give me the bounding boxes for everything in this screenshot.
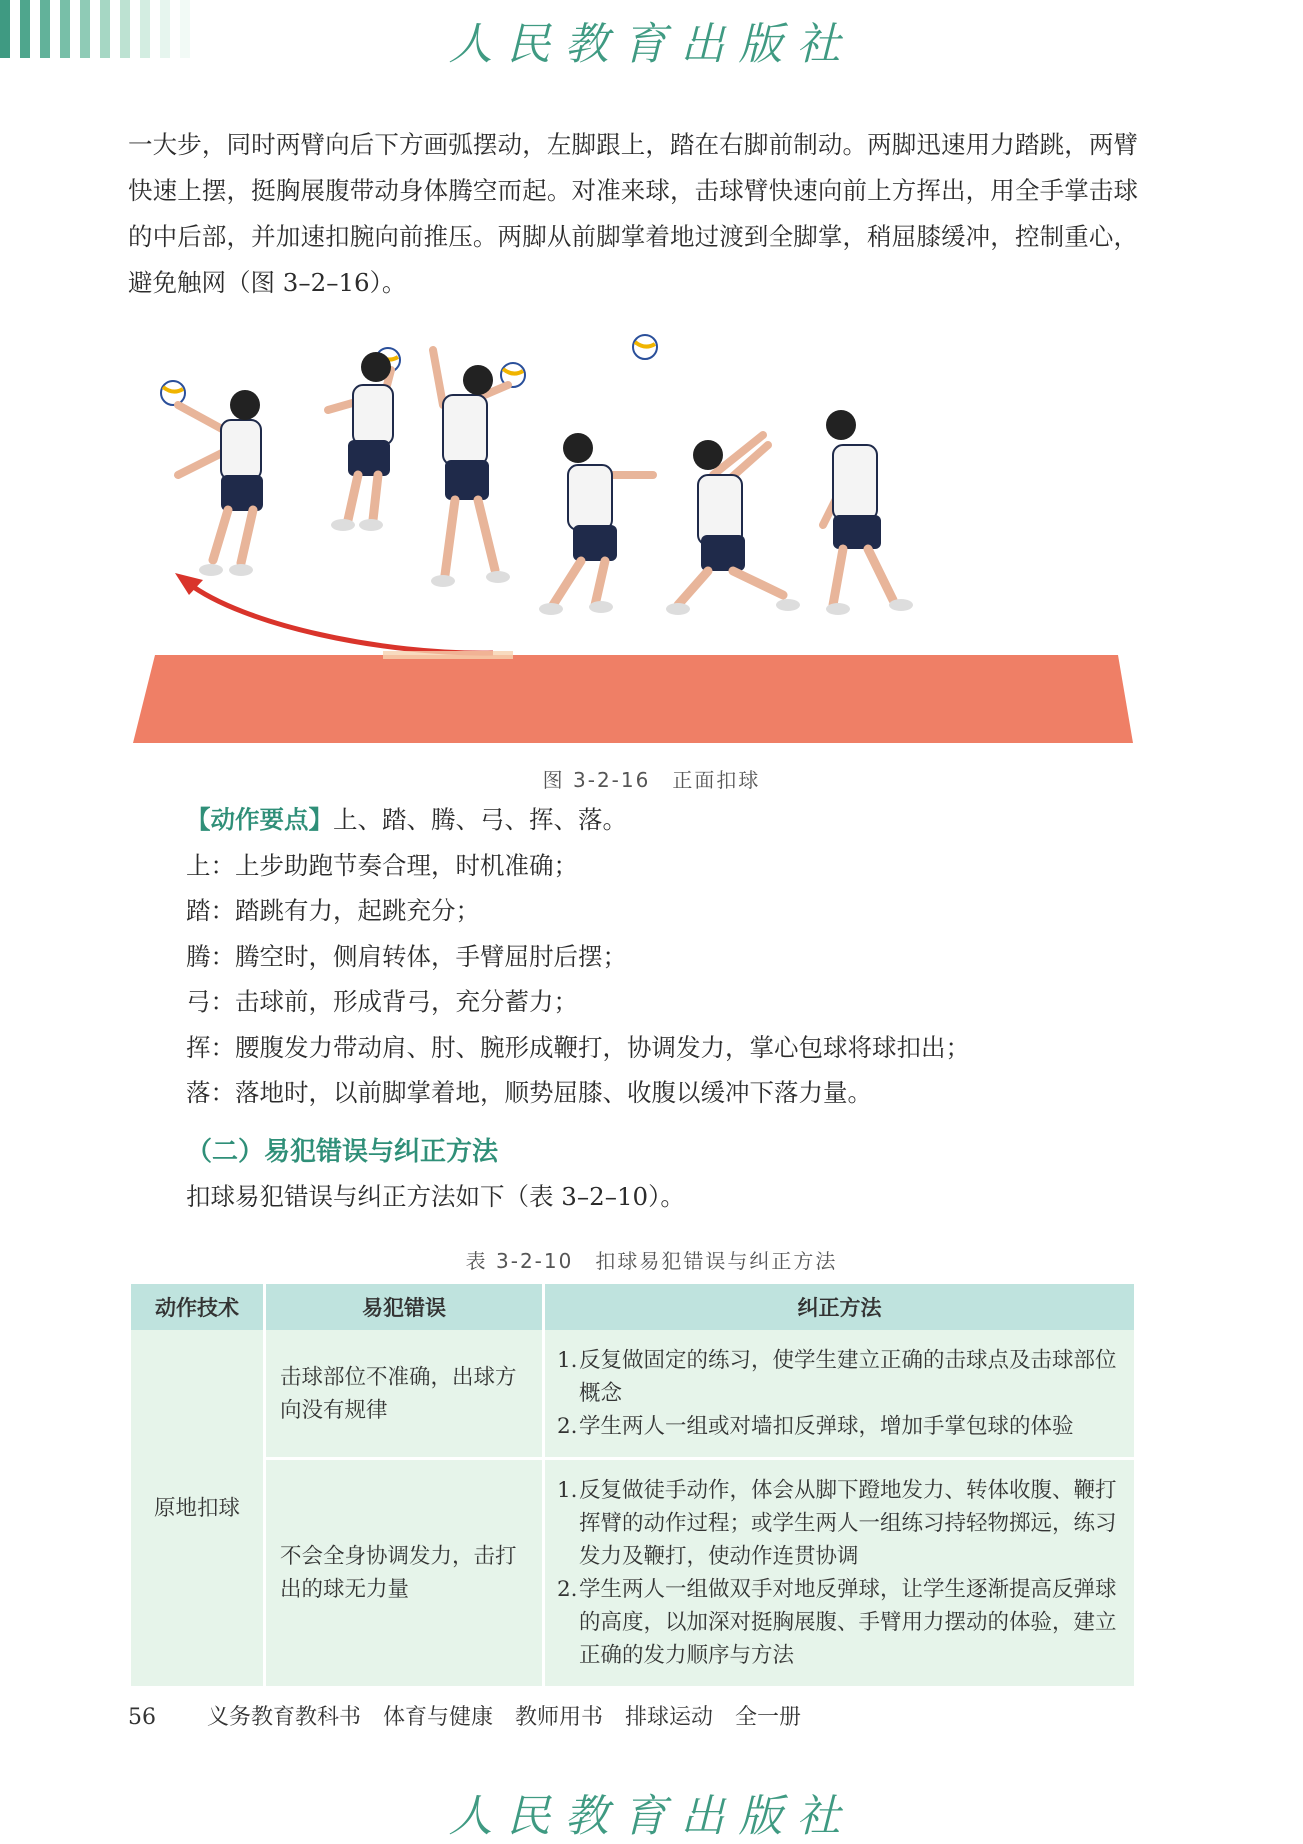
technique-cell: 原地扣球 bbox=[131, 1330, 265, 1686]
key-point-label: 落： bbox=[186, 1078, 235, 1107]
key-points-bracket-open: 【 bbox=[186, 805, 211, 834]
section-intro: 扣球易犯错误与纠正方法如下（表 3–2–10）。 bbox=[186, 1182, 685, 1211]
intro-paragraph: 一大步，同时两臂向后下方画弧摆动，左脚跟上，踏在右脚前制动。两脚迅速用力踏跳，两臂快速上摆，挺胸展腹带动身体腾空而起。对准来球，击球臂快速向前上方挥出，用全手掌击球的中后部，并加速扣腕向前推压。两脚从前脚掌着地过渡到全脚掌，稍屈膝缓冲，控制重心，避免触网（图 3–2–16）。 bbox=[128, 130, 1138, 297]
table-row bbox=[131, 1330, 1134, 1459]
key-point-label: 弓： bbox=[186, 987, 235, 1016]
key-point-label: 腾： bbox=[186, 941, 235, 971]
page-number: 56 bbox=[128, 1705, 156, 1730]
key-point-text: 击球前，形成背弓，充分蓄力； bbox=[235, 987, 578, 1016]
table-header-error: 易犯错误 bbox=[265, 1284, 544, 1330]
player-airborne bbox=[328, 352, 393, 531]
key-point-item bbox=[186, 979, 970, 1025]
table-header-row bbox=[131, 1284, 1134, 1330]
player-spiking bbox=[431, 350, 510, 587]
table-row bbox=[131, 1459, 1134, 1687]
error-cell: 击球部位不准确，出球方向没有规律 bbox=[265, 1330, 544, 1459]
key-points-bracket-close: 】 bbox=[308, 805, 333, 834]
fix-text: 反复做固定的练习，使学生建立正确的击球点及击球部位概念 bbox=[579, 1348, 1117, 1406]
player-takeoff bbox=[539, 433, 653, 615]
table-caption: 表 3-2-10 扣球易犯错误与纠正方法 bbox=[465, 1249, 838, 1273]
fix-cell bbox=[544, 1459, 1135, 1687]
fix-number: 1. bbox=[557, 1348, 578, 1373]
court-surface bbox=[133, 655, 1133, 743]
key-point-item bbox=[186, 934, 970, 980]
page-footer bbox=[128, 1700, 801, 1731]
key-points-title: 动作要点 bbox=[210, 805, 309, 834]
error-cell: 不会全身协调发力，击打出的球无力量 bbox=[265, 1459, 544, 1687]
section-heading: （二）易犯错误与纠正方法 bbox=[186, 1137, 499, 1167]
approach-arrow bbox=[188, 583, 493, 653]
key-point-item bbox=[186, 1025, 970, 1071]
fix-item bbox=[557, 1573, 1122, 1672]
key-point-item bbox=[186, 1070, 970, 1116]
fix-number: 2. bbox=[557, 1414, 578, 1439]
key-points-summary: 上、踏、腾、弓、挥、落。 bbox=[333, 805, 627, 834]
key-point-label: 上： bbox=[186, 850, 235, 880]
fix-item bbox=[557, 1410, 1122, 1443]
fix-number: 2. bbox=[557, 1577, 578, 1602]
player-approach bbox=[666, 435, 800, 615]
volleyball-1 bbox=[161, 381, 185, 405]
table-header-technique: 动作技术 bbox=[131, 1284, 265, 1330]
key-points-list bbox=[186, 797, 970, 1116]
book-title: 义务教育教科书 体育与健康 教师用书 排球运动 全一册 bbox=[206, 1705, 801, 1730]
key-point-label: 挥： bbox=[186, 1032, 235, 1062]
key-point-text: 落地时，以前脚掌着地，顺势屈膝、收腹以缓冲下落力量。 bbox=[235, 1078, 872, 1107]
spike-sequence-figure bbox=[133, 325, 1133, 743]
key-point-label: 踏： bbox=[186, 896, 235, 925]
fix-text: 反复做徒手动作，体会从脚下蹬地发力、转体收腹、鞭打挥臂的动作过程；或学生两人一组练习持轻物掷远，练习发力及鞭打，使动作连贯协调 bbox=[579, 1478, 1117, 1569]
key-point-text: 腾空时，侧肩转体，手臂屈肘后摆； bbox=[235, 941, 627, 971]
fix-item bbox=[557, 1474, 1122, 1573]
key-point-text: 腰腹发力带动肩、肘、腕形成鞭打，协调发力，掌心包球将球扣出； bbox=[235, 1032, 970, 1062]
volleyball-4 bbox=[633, 335, 657, 359]
player-ready bbox=[823, 410, 913, 615]
fix-item bbox=[557, 1344, 1122, 1410]
fix-text: 学生两人一组做双手对地反弹球，让学生逐渐提高反弹球的高度，以加深对挺胸展腹、手臂用力摆动的体验，建立正确的发力顺序与方法 bbox=[579, 1577, 1117, 1668]
error-correction-table bbox=[131, 1284, 1134, 1686]
publisher-logo: 人民教育出版社 bbox=[448, 19, 855, 70]
fix-cell bbox=[544, 1330, 1135, 1459]
publisher-logo-footer: 人民教育出版社 bbox=[448, 1791, 855, 1842]
key-points-title-line bbox=[186, 797, 970, 843]
fix-text: 学生两人一组或对墙扣反弹球，增加手掌包球的体验 bbox=[579, 1414, 1074, 1439]
player-landing bbox=[178, 390, 263, 576]
fix-number: 1. bbox=[557, 1478, 578, 1503]
key-point-item bbox=[186, 888, 970, 934]
key-point-text: 上步助跑节奏合理，时机准确； bbox=[235, 850, 578, 880]
table-header-fix: 纠正方法 bbox=[544, 1284, 1135, 1330]
key-point-item bbox=[186, 843, 970, 889]
key-point-text: 踏跳有力，起跳充分； bbox=[235, 896, 480, 925]
figure-caption: 图 3-2-16 正面扣球 bbox=[542, 768, 761, 792]
spike-sequence-illustration bbox=[133, 325, 1133, 743]
